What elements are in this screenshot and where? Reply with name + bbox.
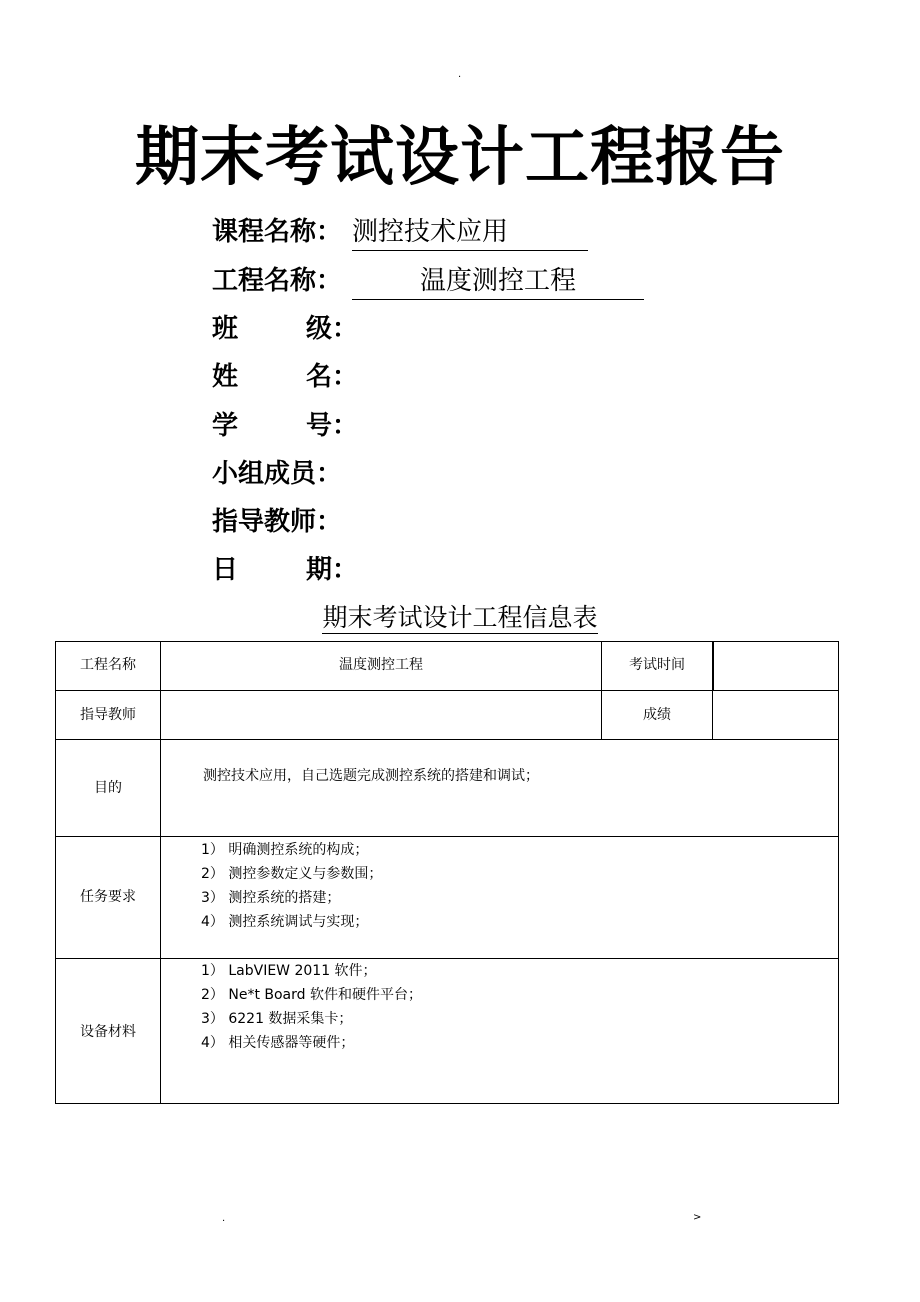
cell-project-name-value: 温度测控工程 — [339, 657, 423, 673]
cell-purpose-label: 目的 — [94, 780, 122, 796]
field-name-label: 姓 名 — [212, 362, 332, 392]
page-mark-dot-top: . — [458, 69, 462, 80]
cell-project-name-label: 工程名称 — [80, 657, 136, 673]
task-list — [201, 838, 382, 934]
cell-tasks-label: 任务要求 — [80, 889, 136, 905]
field-team-members — [212, 454, 352, 494]
cell-purpose-text: 测控技术应用，自己选题完成测控系统的搭建和调试； — [203, 768, 539, 784]
field-course-name — [212, 212, 509, 252]
equipment-list — [201, 959, 422, 1055]
field-student-id: 学 号 ： — [212, 406, 358, 446]
field-class-label: 班 级 — [212, 314, 332, 344]
field-name: 姓 名 ： — [212, 357, 358, 397]
list-item: 4） 测控系统调试与实现； — [201, 914, 369, 930]
field-class: 班 级 ： — [212, 309, 358, 349]
list-item: 3） 6221 数据采集卡； — [201, 1011, 353, 1027]
field-team-members-label: 小组成员： — [212, 459, 343, 489]
cell-equipment-label: 设备材料 — [80, 1024, 136, 1040]
cell-exam-time-label: 考试时间 — [629, 657, 685, 673]
field-course-name-label: 课程名称： — [212, 217, 343, 247]
page-mark-dot-bottom: . — [222, 1213, 226, 1224]
list-item: 2） 测控参数定义与参数围； — [201, 866, 383, 882]
field-project-name — [212, 261, 576, 301]
field-advisor — [212, 502, 352, 542]
field-student-id-label: 学 号 — [212, 411, 332, 441]
cell-score-label: 成绩 — [643, 707, 671, 723]
report-title: 期末考试设计工程报告 — [135, 121, 785, 195]
field-course-name-value: 测控技术应用 — [352, 212, 588, 251]
info-table — [55, 641, 839, 1104]
page-mark-arrow: > — [693, 1212, 702, 1223]
field-date-label: 日 期 — [212, 555, 332, 585]
field-project-name-value: 温度测控工程 — [352, 261, 644, 300]
list-item: 1） 明确测控系统的构成； — [201, 842, 369, 858]
field-project-name-label: 工程名称： — [212, 266, 343, 296]
field-date: 日 期 ： — [212, 550, 358, 590]
cell-teacher-label: 指导教师 — [80, 707, 136, 723]
list-item: 3） 测控系统的搭建； — [201, 890, 341, 906]
field-advisor-label: 指导教师： — [212, 507, 343, 537]
list-item: 1） LabVIEW 2011 软件； — [201, 963, 377, 979]
list-item: 4） 相关传感器等硬件； — [201, 1035, 355, 1051]
list-item: 2） Ne*t Board 软件和硬件平台； — [201, 987, 422, 1003]
table-title: 期末考试设计工程信息表 — [322, 603, 598, 632]
